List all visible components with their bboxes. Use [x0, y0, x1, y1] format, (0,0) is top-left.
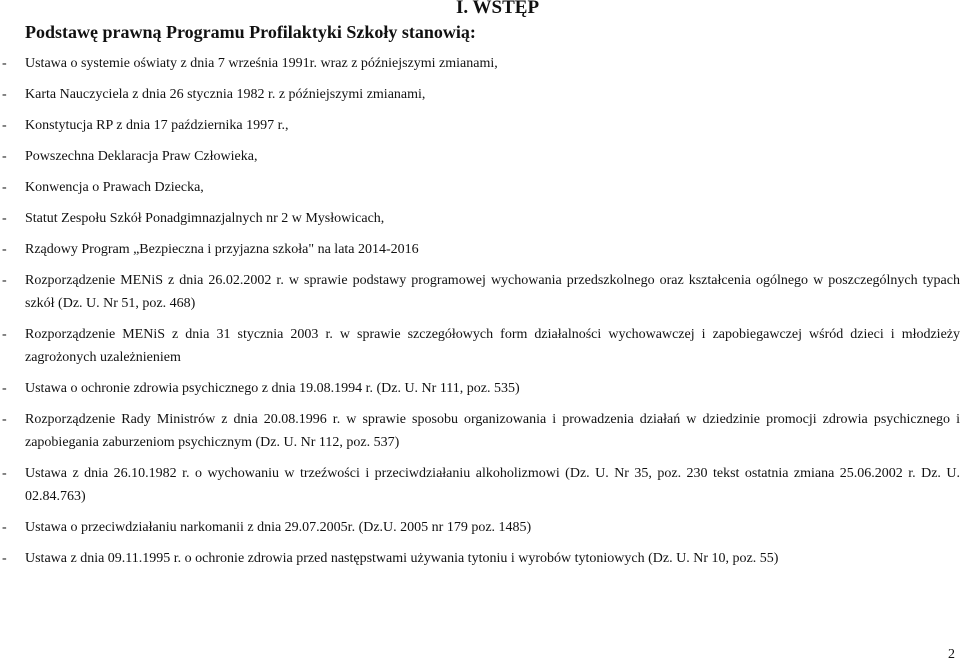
list-bullet: - [2, 412, 7, 427]
list-item-text: Ustawa z dnia 09.11.1995 r. o ochronie zdrowia przed następstwami używania tytoniu i wyrobów tytoniowych (Dz. U. Nr 10, poz. 55) [25, 551, 779, 566]
list-item-text: Rozporządzenie MENiS z dnia 26.02.2002 r. w sprawie podstawy programowej wychowania przedszkolnego oraz kształcenia ogólnego w poszczególnych typach szkół (Dz. U. Nr 51, poz. 468) [25, 273, 960, 311]
list-bullet: - [2, 87, 7, 102]
list-item-text: Rządowy Program „Bezpieczna i przyjazna szkoła" na lata 2014-2016 [25, 242, 419, 257]
list-item [0, 114, 960, 137]
list-item [0, 462, 960, 508]
list-bullet: - [2, 180, 7, 195]
list-item [0, 176, 960, 199]
list-bullet: - [2, 149, 7, 164]
list-item [0, 377, 960, 400]
list-bullet: - [2, 466, 7, 481]
list-bullet: - [2, 211, 7, 226]
list-item-text: Ustawa o systemie oświaty z dnia 7 września 1991r. wraz z późniejszymi zmianami, [25, 56, 498, 71]
list-bullet: - [2, 381, 7, 396]
list-bullet: - [2, 551, 7, 566]
list-item-text: Statut Zespołu Szkół Ponadgimnazjalnych nr 2 w Mysłowicach, [25, 211, 385, 226]
list-bullet: - [2, 327, 7, 342]
list-item-text: Ustawa o przeciwdziałaniu narkomanii z dnia 29.07.2005r. (Dz.U. 2005 nr 179 poz. 1485) [25, 520, 532, 535]
legal-basis-list [0, 52, 960, 578]
list-bullet: - [2, 520, 7, 535]
list-item [0, 207, 960, 230]
list-item [0, 323, 960, 369]
list-item [0, 83, 960, 106]
list-item [0, 516, 960, 539]
page-number: 2 [948, 647, 955, 662]
list-item-text: Ustawa o ochronie zdrowia psychicznego z dnia 19.08.1994 r. (Dz. U. Nr 111, poz. 535) [25, 381, 520, 396]
list-bullet: - [2, 118, 7, 133]
list-item-text: Konwencja o Prawach Dziecka, [25, 180, 204, 195]
list-bullet: - [2, 242, 7, 257]
list-bullet: - [2, 56, 7, 71]
list-item [0, 547, 960, 570]
section-heading: I. WSTĘP [456, 0, 540, 18]
list-item [0, 145, 960, 168]
list-item [0, 269, 960, 315]
list-item-text: Rozporządzenie Rady Ministrów z dnia 20.08.1996 r. w sprawie sposobu organizowania i prowadzenia działań w dziedzinie promocji zdrowia psychicznego i zapobiegania zaburzeniom psychicznym (Dz. U. Nr 112, poz. 537) [25, 412, 960, 450]
list-item [0, 408, 960, 454]
list-item-text: Konstytucja RP z dnia 17 października 1997 r., [25, 118, 289, 133]
list-item [0, 238, 960, 261]
legal-basis-intro: Podstawę prawną Programu Profilaktyki Szkoły stanowią: [25, 22, 476, 42]
list-bullet: - [2, 273, 7, 288]
list-item-text: Rozporządzenie MENiS z dnia 31 stycznia 2003 r. w sprawie szczegółowych form działalności wychowawczej i zapobiegawczej wśród dzieci i młodzieży zagrożonych uzależnieniem [25, 327, 960, 365]
list-item-text: Ustawa z dnia 26.10.1982 r. o wychowaniu w trzeźwości i przeciwdziałaniu alkoholizmowi (Dz. U. Nr 35, poz. 230 tekst ostatnia zmiana 25.06.2002 r. Dz. U. 02.84.763) [25, 466, 960, 504]
list-item-text: Karta Nauczyciela z dnia 26 stycznia 1982 r. z późniejszymi zmianami, [25, 87, 426, 102]
list-item [0, 52, 960, 75]
list-item-text: Powszechna Deklaracja Praw Człowieka, [25, 149, 258, 164]
